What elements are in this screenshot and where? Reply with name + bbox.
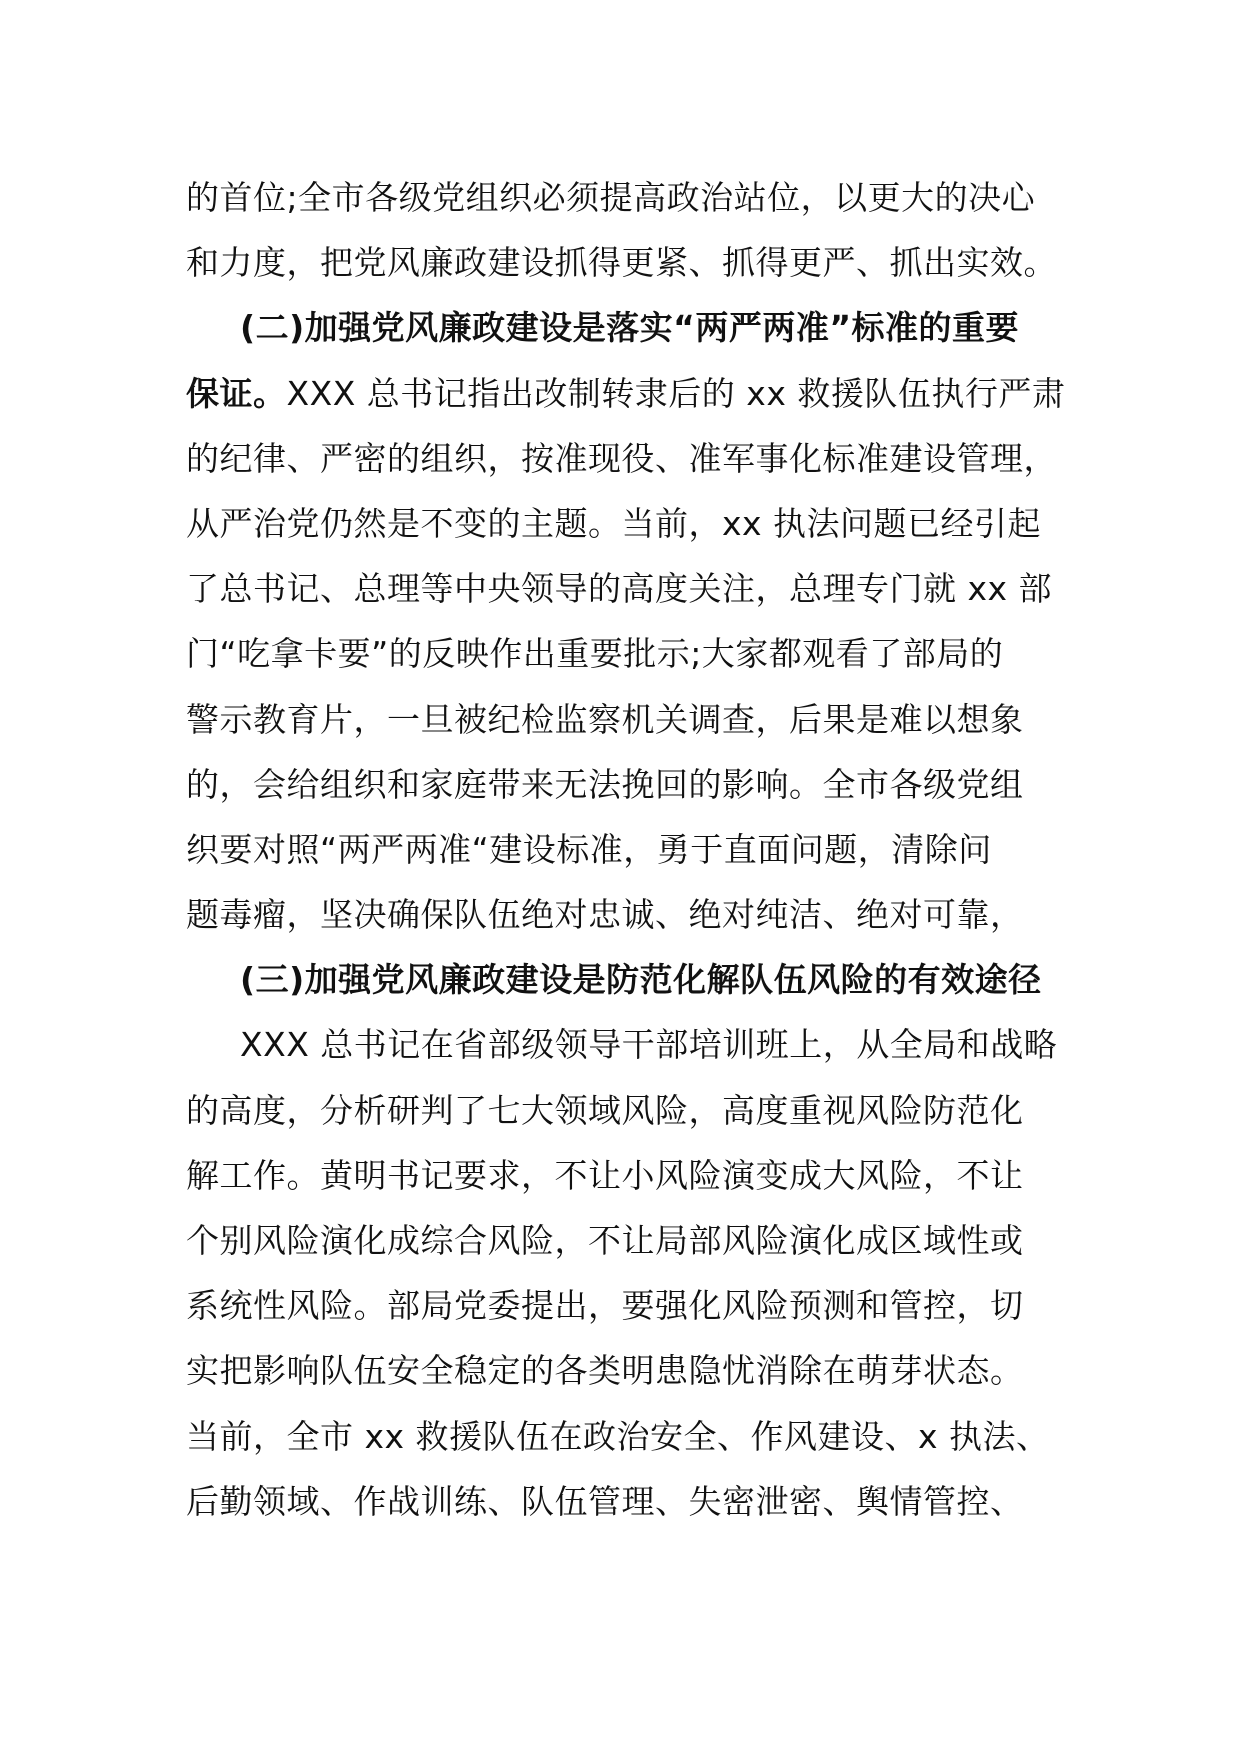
paragraph-line: 织要对照“两严两准“建设标准，勇于直面问题，清除问 [186,829,992,869]
paragraph-line: 和力度，把党风廉政建设抓得更紧、抓得更严、抓出实效。 [186,243,1057,283]
paragraph-line: 当前，全市 xx 救援队伍在政治安全、作风建设、x 执法、 [186,1416,1050,1456]
paragraph-line: 门“吃拿卡要”的反映作出重要批示;大家都观看了部局的 [186,634,1004,674]
paragraph-line: 系统性风险。部局党委提出，要强化风险预测和管控，切 [186,1286,1024,1326]
paragraph-line: 解工作。黄明书记要求，不让小风险演变成大风险，不让 [186,1155,1024,1195]
paragraph-line: 题毒瘤，坚决确保队伍绝对忠诚、绝对纯洁、绝对可靠， [186,895,1024,935]
paragraph-line: XXX 总书记在省部级领导干部培训班上，从全局和战略 [240,1025,1058,1065]
paragraph-line: 个别风险演化成综合风险，不让局部风险演化成区域性或 [186,1221,1024,1260]
paragraph-line: 警示教育片，一旦被纪检监察机关调查，后果是难以想象 [186,699,1024,739]
section-heading-3: (三)加强党风廉政建设是防范化解队伍风险的有效途径 [240,960,1042,1000]
paragraph-line: 了总书记、总理等中央领导的高度关注，总理专门就 xx 部 [186,569,1053,609]
paragraph-line: 实把影响队伍安全稳定的各类明患隐忧消除在萌芽状态。 [186,1351,1024,1391]
section-heading-2-tail: 保证。 [186,373,287,413]
paragraph-line: 的高度，分析研判了七大领域风险，高度重视风险防范化 [186,1090,1024,1130]
paragraph-line: 的纪律、严密的组织，按准现役、准军事化标准建设管理， [186,438,1057,478]
paragraph-line: 的首位;全市各级党组织必须提高政治站位，以更大的决心 [186,178,1036,217]
section-heading-2: (二)加强党风廉政建设是落实“两严两准”标准的重要 [240,308,1020,348]
document-body [186,165,1066,1534]
paragraph-line: 的，会给组织和家庭带来无法挽回的影响。全市各级党组 [186,764,1024,804]
paragraph-line: 后勤领域、作战训练、队伍管理、失密泄密、舆情管控、 [186,1481,1024,1521]
paragraph-line [186,361,1066,426]
paragraph-line: 从严治党仍然是不变的主题。当前，xx 执法问题已经引起 [186,503,1042,543]
paragraph-text: XXX 总书记指出改制转隶后的 xx 救援队伍执行严肃 [286,373,1066,413]
